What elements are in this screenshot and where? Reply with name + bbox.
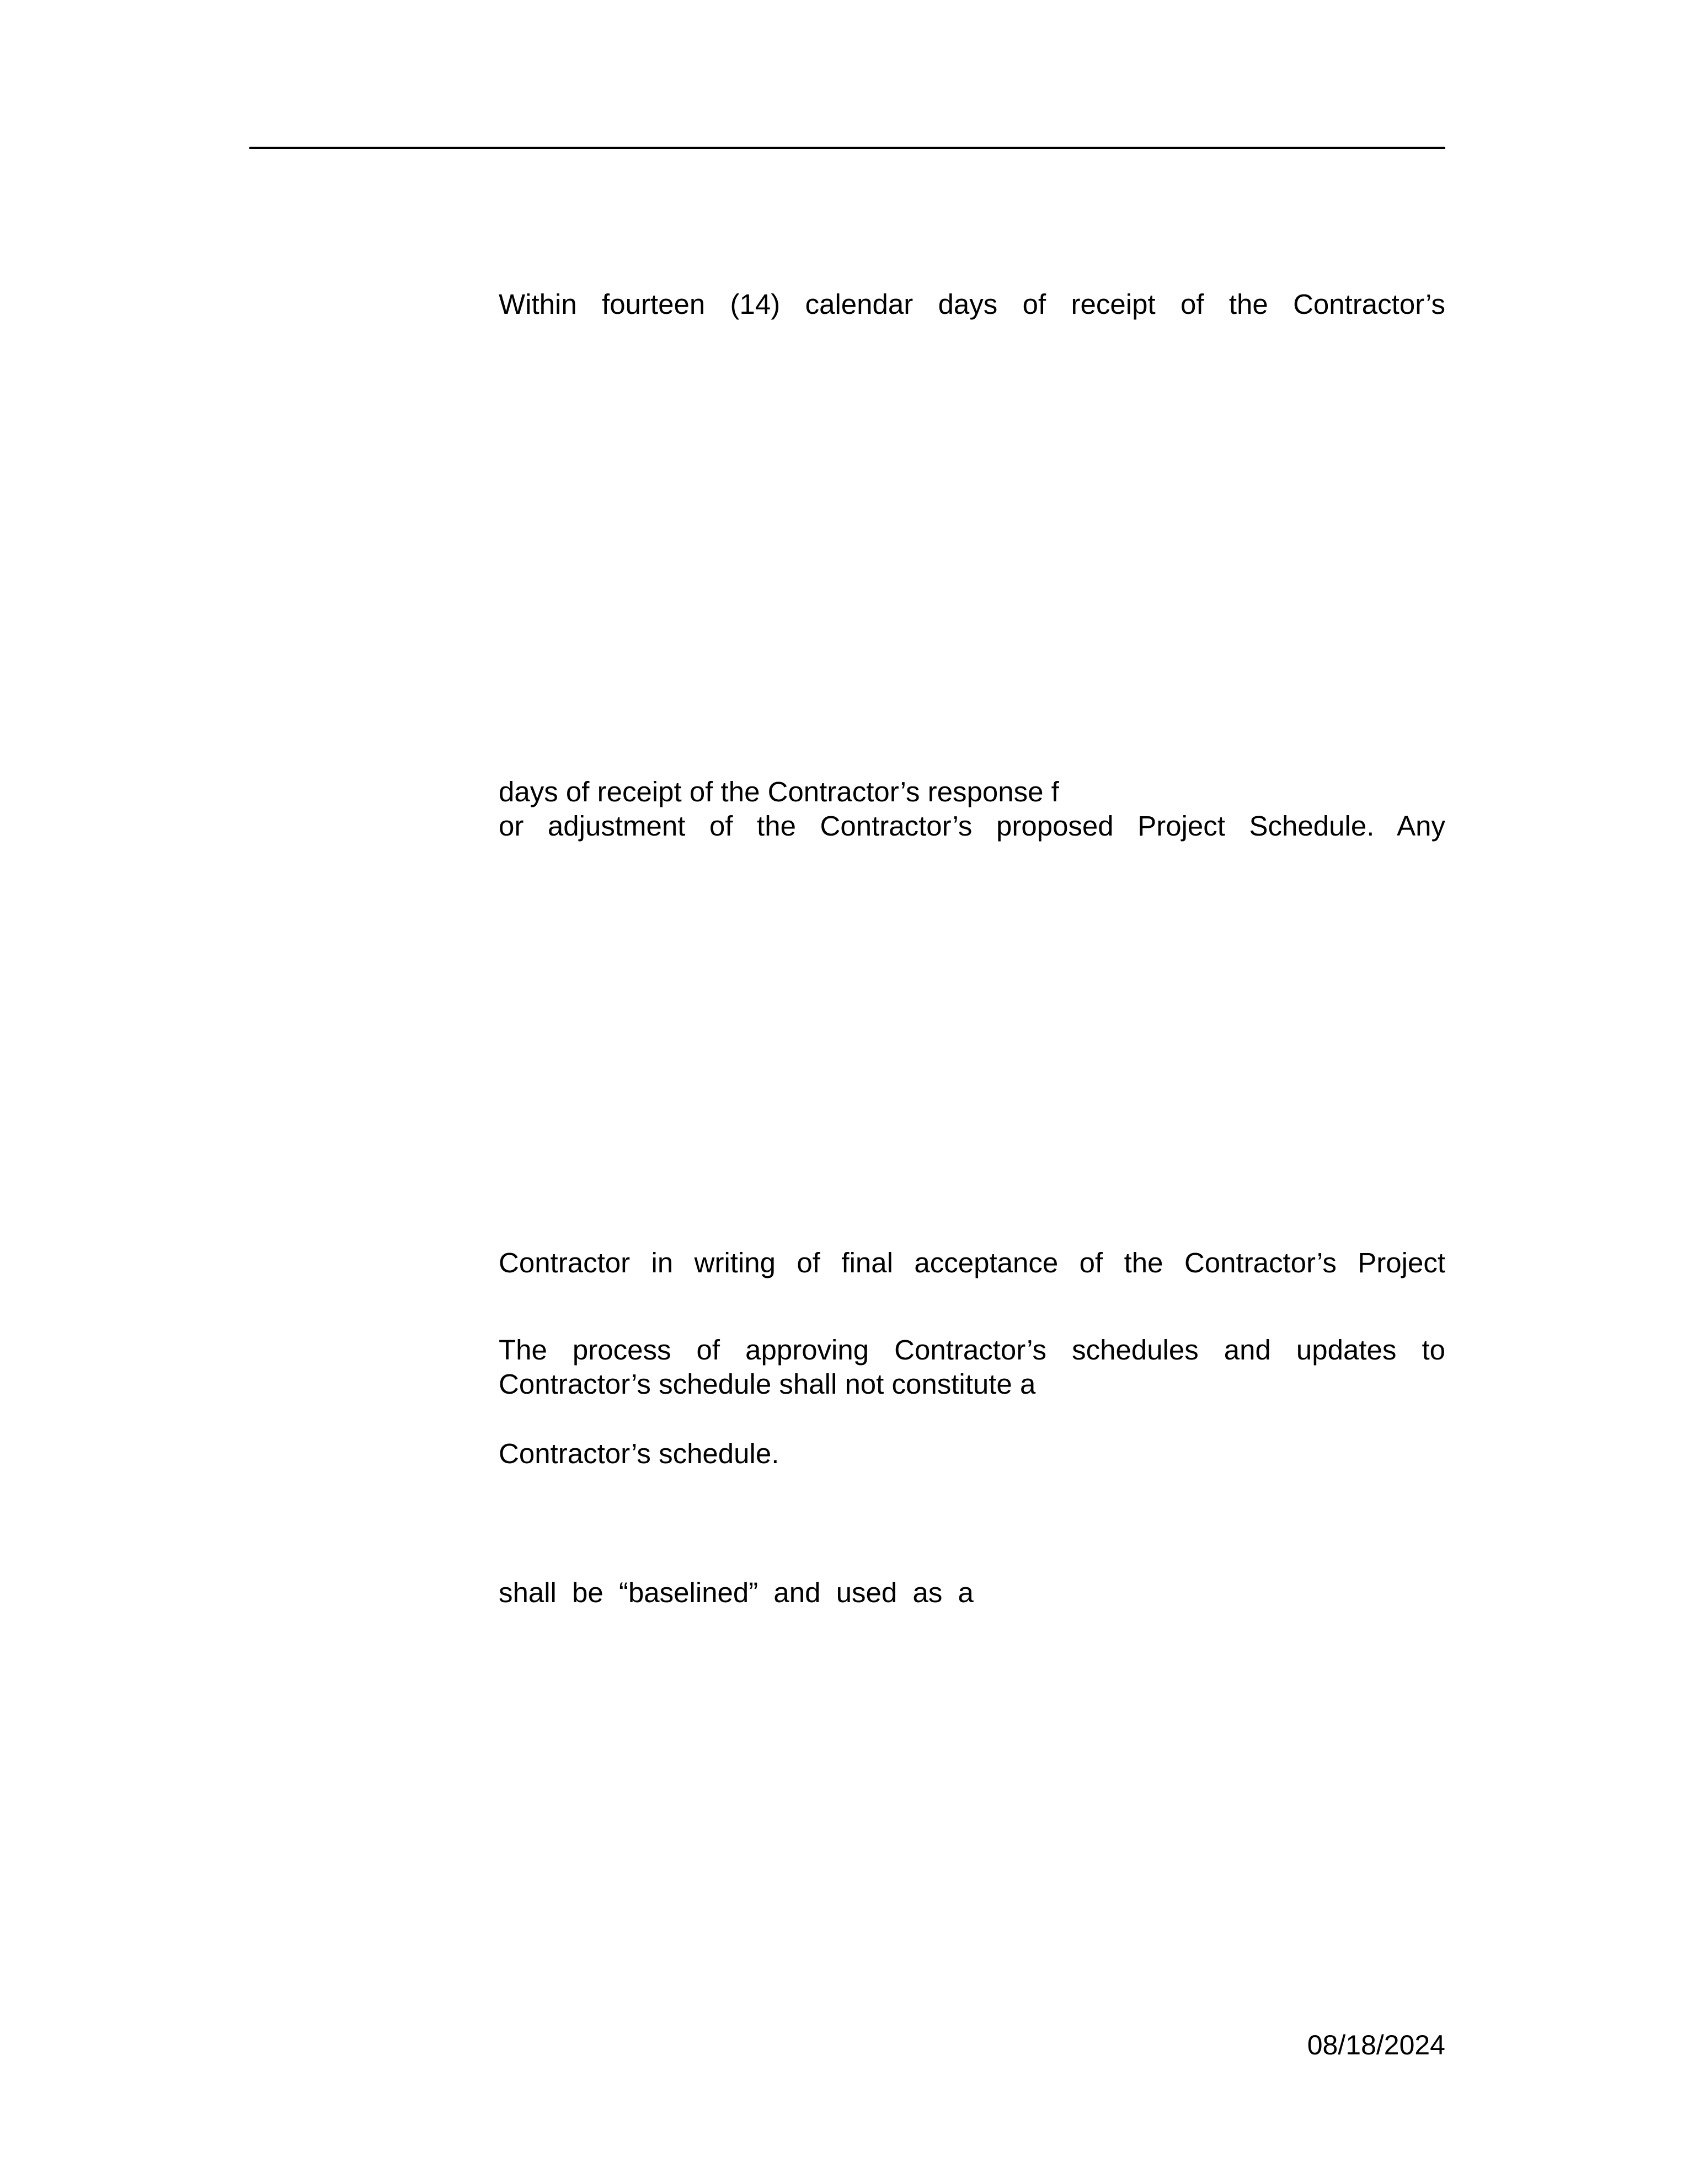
text-line-3: or adjustment of the Contractor’s proposed Project Schedule. Any [499,810,1445,842]
text-line-7: Contractor’s schedule. [499,1438,779,1469]
text-line-1: Within fourteen (14) calendar days of receipt of the Contractor’s [499,288,1445,320]
footer-date: 08/18/2024 [1307,2030,1445,2060]
header-rule [249,147,1445,149]
text-line-5: The process of approving Contractor’s schedules and updates to [499,1334,1445,1366]
text-line-6: Contractor’s schedule shall not constitute a [499,1368,1036,1400]
text-line-4: Contractor in writing of final acceptance of the Contractor’s Project [499,1247,1445,1278]
text-line-2: days of receipt of the Contractor’s response f [499,776,1059,807]
text-line-8: shall be “baselined” and used as a [499,1577,974,1608]
